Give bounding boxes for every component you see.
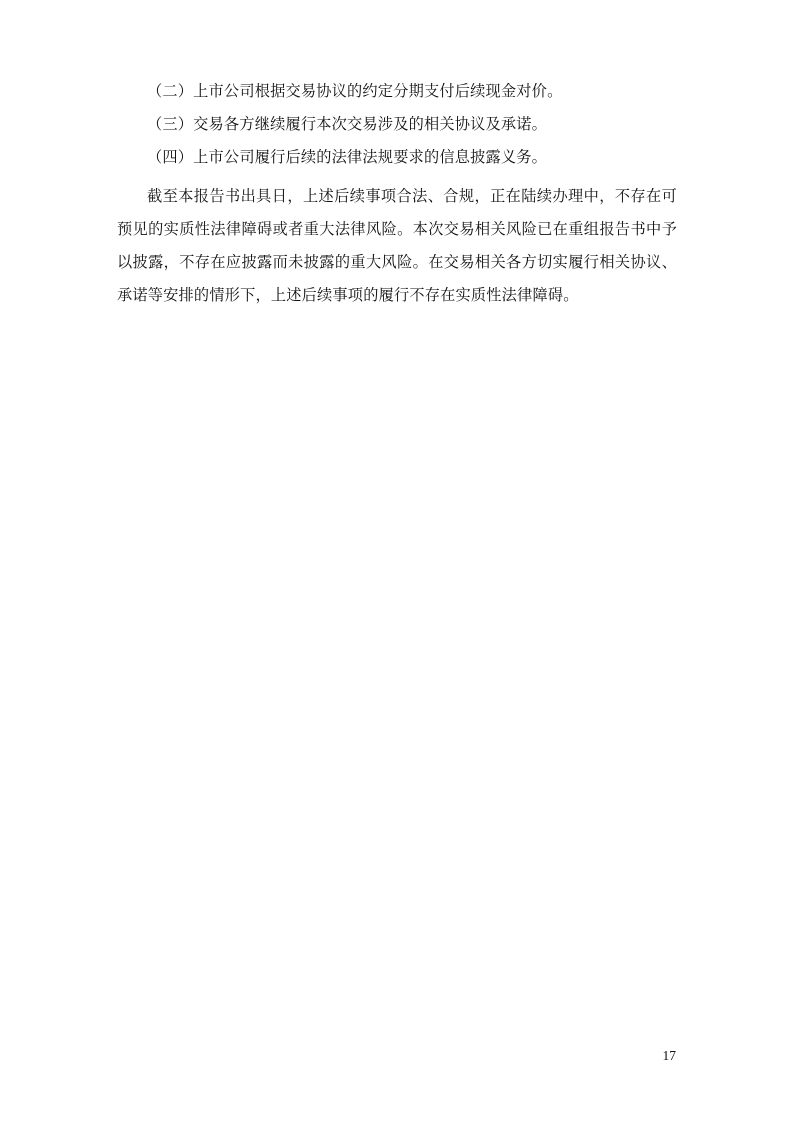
list-item: （二）上市公司根据交易协议的约定分期支付后续现金对价。 [147,83,563,100]
page-content [117,76,677,313]
body-paragraph: 截至本报告书出具日，上述后续事项合法、合规，正在陆续办理中，不存在可预见的实质性法律障碍或者重大法律风险。本次交易相关风险已在重组报告书中予以披露，不存在应披露而未披露的重大风险。在交易相关各方切实履行相关协议、承诺等安排的情形下，上述后续事项的履行不存在实质性法律障碍。 [117,187,677,304]
page-number: 17 [662,1048,676,1063]
list-item: （三）交易各方继续履行本次交易涉及的相关协议及承诺。 [147,115,548,133]
list-item: （四）上市公司履行后续的法律法规要求的信息披露义务。 [147,148,548,166]
